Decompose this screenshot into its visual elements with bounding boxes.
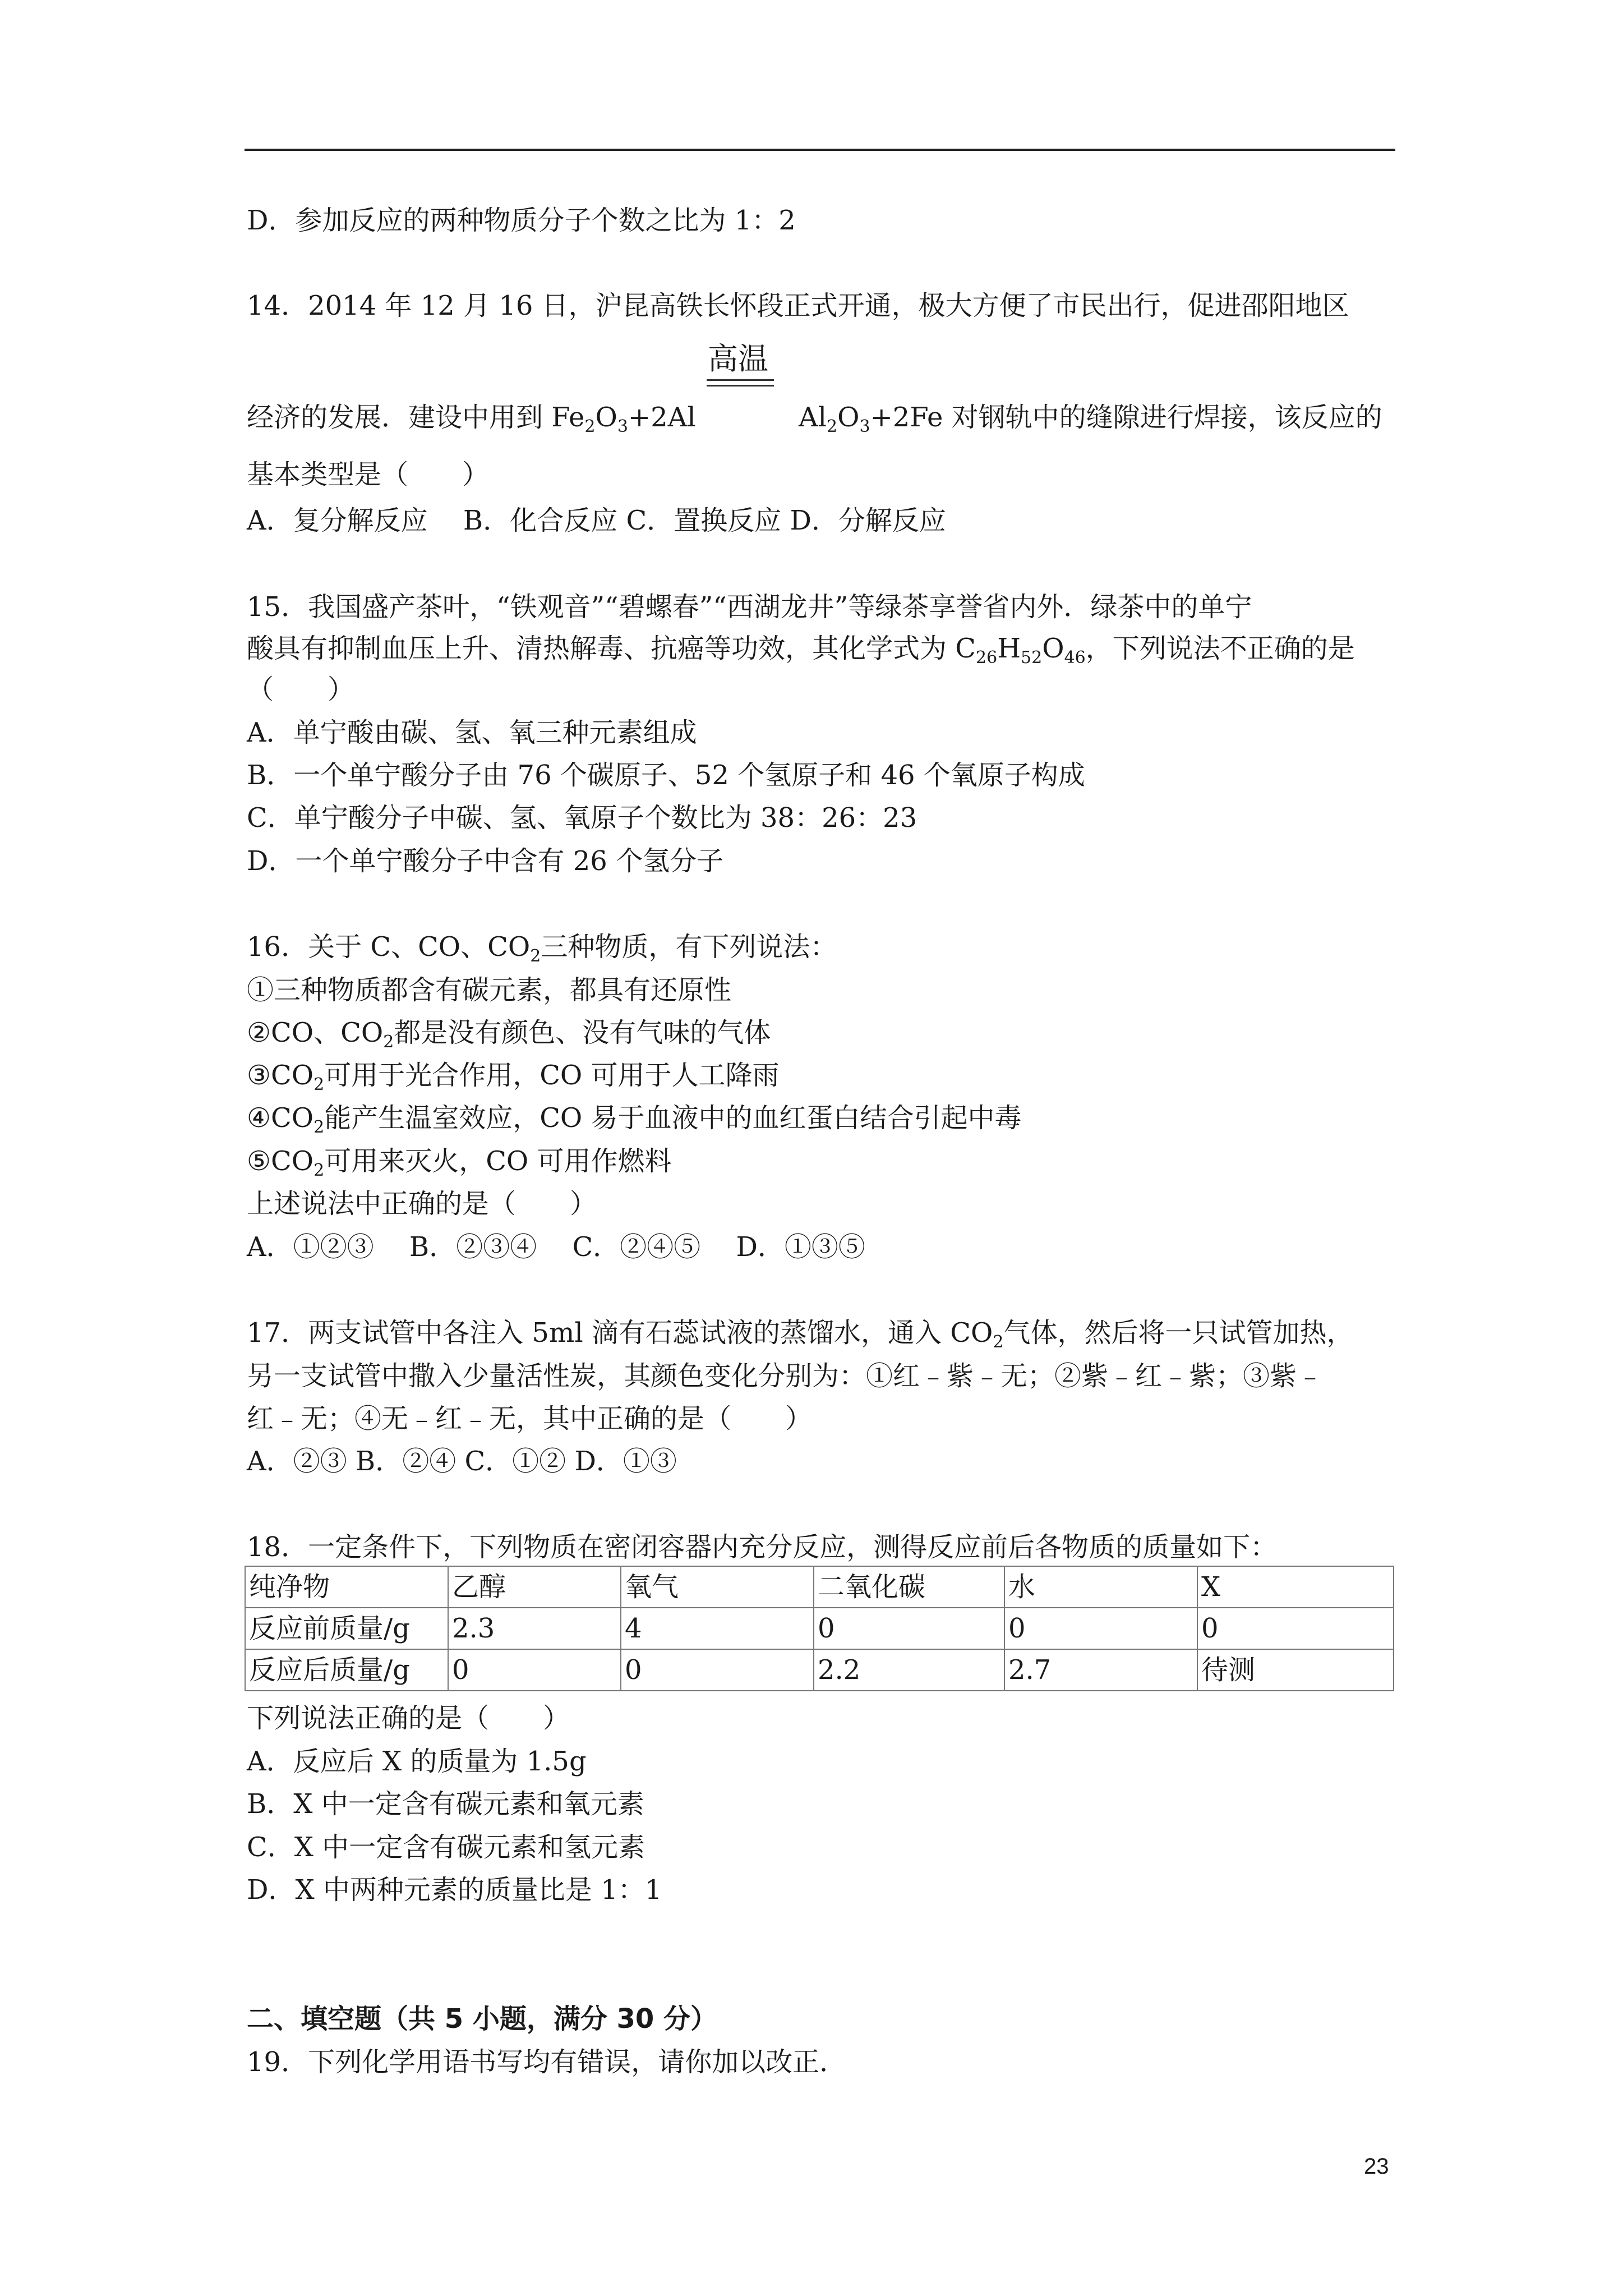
text-fragment: O: [595, 402, 617, 433]
subscript: 2: [313, 1117, 325, 1137]
table-row: [245, 1649, 1394, 1691]
header-rule: [245, 149, 1395, 151]
text-fragment: 经济的发展．建设中用到 Fe: [247, 402, 585, 433]
text-fragment: 能产生温室效应，CO 易于血液中的血红蛋白结合引起中毒: [324, 1102, 1022, 1134]
table-cell: 0: [621, 1649, 814, 1691]
section-heading: 二、填空题（共 5 小题，满分 30 分）: [247, 2003, 718, 2035]
text-fragment: 可用来灭火，CO 可用作燃料: [324, 1145, 672, 1177]
table-cell: 水: [1004, 1566, 1197, 1608]
subscript: 52: [1021, 648, 1043, 668]
mass-data-table: [245, 1566, 1394, 1691]
subscript: 2: [827, 417, 838, 436]
q14-stem-line1: 14．2014 年 12 月 16 日，沪昆高铁长怀段正式开通，极大方便了市民出行，促进邵阳地区: [247, 290, 1349, 321]
text-fragment: 17．两支试管中各注入 5ml 滴有石蕊试液的蒸馏水，通入 CO: [247, 1317, 993, 1349]
text-fragment: ④CO: [247, 1102, 314, 1134]
q18-prompt: 下列说法正确的是（ ）: [247, 1703, 570, 1734]
q14-stem-line3: 基本类型是（ ）: [247, 459, 490, 490]
q16-statement-5: [247, 1144, 672, 1178]
subscript: 2: [383, 1032, 394, 1052]
q16-statement-4: [247, 1101, 1022, 1135]
table-cell: 氧气: [621, 1566, 814, 1608]
subscript: 2: [313, 1161, 325, 1180]
table-cell: 2.3: [448, 1608, 621, 1649]
q16-statement-2: [247, 1016, 771, 1050]
subscript: 3: [617, 417, 628, 436]
text-fragment: 三种物质，有下列说法：: [541, 931, 837, 963]
q15-option-a: A．单宁酸由碳、氢、氧三种元素组成: [247, 717, 697, 748]
subscript: 2: [313, 1075, 325, 1094]
table-cell: 乙醇: [448, 1566, 621, 1608]
q16-stem: [247, 930, 837, 964]
table-row: [245, 1608, 1394, 1649]
reaction-condition-label: 高温: [708, 341, 768, 376]
q15-stem-line3: （ ）: [247, 674, 355, 705]
q15-option-b: B．一个单宁酸分子由 76 个碳原子、52 个氢原子和 46 个氧原子构成: [247, 760, 1085, 791]
table-cell: X: [1197, 1566, 1394, 1608]
text-fragment: 都是没有颜色、没有气味的气体: [394, 1017, 771, 1048]
subscript: 2: [584, 417, 596, 436]
text-fragment: Al: [799, 402, 827, 433]
q15-option-d: D．一个单宁酸分子中含有 26 个氢分子: [247, 845, 724, 877]
text-fragment: H: [997, 633, 1021, 664]
q18-option-b: B．X 中一定含有碳元素和氧元素: [247, 1788, 644, 1820]
table-cell: 0: [814, 1608, 1004, 1649]
subscript: 2: [530, 946, 541, 966]
table-cell: 反应后质量/g: [245, 1649, 448, 1691]
q18-option-d: D．X 中两种元素的质量比是 1：1: [247, 1874, 662, 1906]
q17-stem-line3: 红﹣无；④无﹣红﹣无，其中正确的是（ ）: [247, 1403, 813, 1434]
subscript: 2: [993, 1332, 1004, 1352]
text-fragment: ，下列说法不正确的是: [1085, 633, 1355, 664]
text-fragment: 气体，然后将一只试管加热，: [1003, 1317, 1354, 1349]
q14-stem-line2: [247, 401, 696, 434]
text-fragment: 酸具有抑制血压上升、清热解毒、抗癌等功效，其化学式为 C: [247, 633, 976, 664]
text-fragment: 可用于光合作用，CO 可用于人工降雨: [324, 1060, 780, 1091]
q19-stem: 19．下列化学用语书写均有错误，请你加以改正．: [247, 2046, 847, 2078]
q17-stem-line2: 另一支试管中撒入少量活性炭，其颜色变化分别为：①红﹣紫﹣无；②紫﹣红﹣紫；③紫﹣: [247, 1360, 1324, 1392]
text-fragment: ③CO: [247, 1060, 314, 1091]
table-cell: 4: [621, 1608, 814, 1649]
table-cell: 纯净物: [245, 1566, 448, 1608]
q16-statement-3: [247, 1059, 780, 1092]
table-cell: 2.7: [1004, 1649, 1197, 1691]
table-cell: 0: [1004, 1608, 1197, 1649]
table-row: [245, 1566, 1394, 1608]
table-cell: 0: [448, 1649, 621, 1691]
text-fragment: O: [1042, 633, 1064, 664]
page-number: 23: [1364, 2154, 1389, 2179]
q14-options: A．复分解反应 B．化合反应 C．置换反应 D．分解反应: [247, 505, 946, 536]
subscript: 46: [1064, 648, 1086, 668]
table-cell: 2.2: [814, 1649, 1004, 1691]
q16-options: A．①②③ B．②③④ C．②④⑤ D．①③⑤: [247, 1231, 865, 1263]
subscript: 26: [976, 648, 998, 668]
q18-option-a: A．反应后 X 的质量为 1.5g: [247, 1746, 587, 1777]
q18-stem: 18．一定条件下，下列物质在密闭容器内充分反应，测得反应前后各物质的质量如下：: [247, 1531, 1278, 1563]
q13-option-d: D．参加反应的两种物质分子个数之比为 1：2: [247, 205, 796, 236]
table-cell: 反应前质量/g: [245, 1608, 448, 1649]
table-cell: 0: [1197, 1608, 1394, 1649]
subscript: 3: [859, 417, 870, 436]
text-fragment: +2Al: [628, 402, 696, 433]
q15-option-c: C．单宁酸分子中碳、氢、氧原子个数比为 38：26：23: [247, 802, 917, 834]
q15-stem-line1: 15．我国盛产茶叶，“铁观音”“碧螺春”“西湖龙井”等绿茶享誉省内外．绿茶中的单宁: [247, 591, 1252, 623]
q18-option-c: C．X 中一定含有碳元素和氢元素: [247, 1832, 645, 1863]
q16-statement-1: ①三种物质都含有碳元素，都具有还原性: [247, 974, 732, 1006]
q16-prompt: 上述说法中正确的是（ ）: [247, 1188, 597, 1220]
table-cell: 待测: [1197, 1649, 1394, 1691]
text-fragment: ⑤CO: [247, 1145, 314, 1177]
table-cell: 二氧化碳: [814, 1566, 1004, 1608]
condition-bar-top: [707, 379, 774, 381]
text-fragment: O: [837, 402, 860, 433]
text-fragment: 16．关于 C、CO、CO: [247, 931, 531, 963]
text-fragment: +2Fe 对钢轨中的缝隙进行焊接，该反应的: [870, 402, 1382, 433]
q14-stem-line2-products: [799, 401, 1382, 434]
q17-options: A．②③ B．②④ C．①② D．①③: [247, 1446, 677, 1477]
condition-bar-bottom: [707, 385, 774, 386]
q17-stem-line1: [247, 1316, 1353, 1350]
q15-stem-line2: [247, 632, 1355, 668]
text-fragment: ②CO、CO: [247, 1017, 384, 1048]
